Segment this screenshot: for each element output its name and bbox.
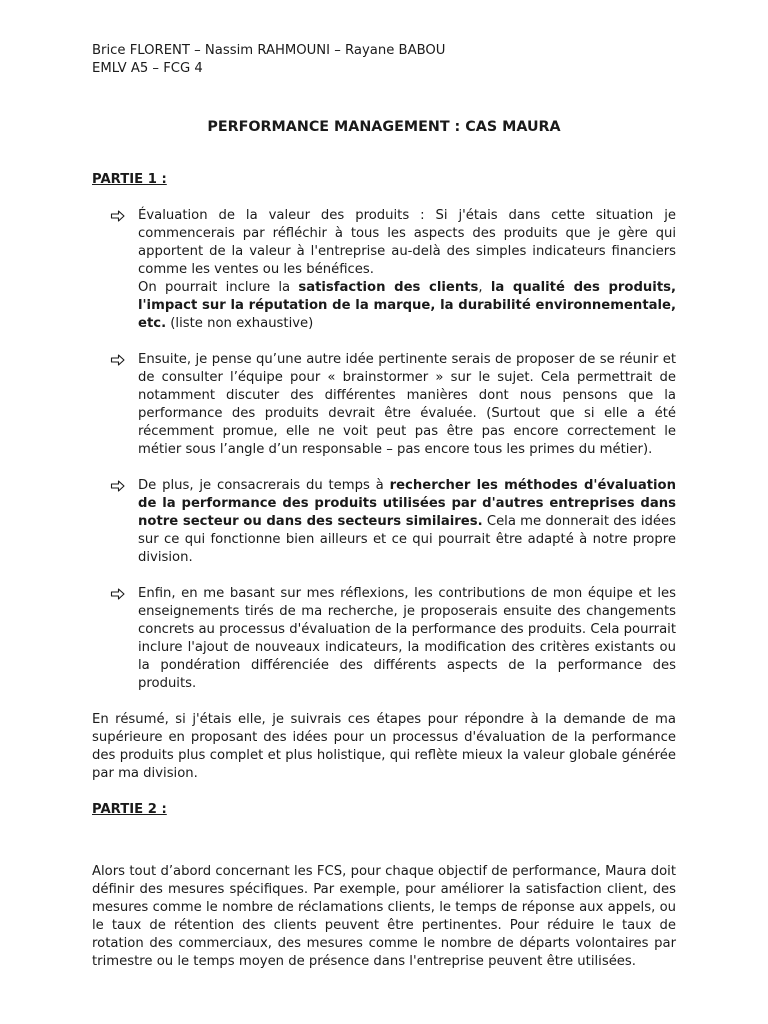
bullet-text-research [138,477,676,567]
document-title: PERFORMANCE MANAGEMENT : CAS MAURA [207,119,561,135]
right-arrow-outline-icon [110,477,126,495]
bullet-text-evaluation [138,207,676,333]
partie1-heading: PARTIE 1 : [92,172,167,187]
right-arrow-outline-icon [110,351,126,369]
bold-text: la qualité des produits, l'impact sur la réputation de la marque, la durabilité environnementale, etc. [138,280,676,331]
course-line: EMLV A5 – FCG 4 [92,60,203,76]
partie1-bullet-list [92,207,676,693]
text-run: , [478,280,491,295]
authors-line: Brice FLORENT – Nassim RAHMOUNI – Rayane BABOU [92,43,446,58]
bold-text: satisfaction des clients [298,280,479,295]
right-arrow-outline-icon [110,585,126,603]
bullet-text-brainstorm: Ensuite, je pense qu’une autre idée pertinente serais de proposer de se réunir et de consulter l’équipe pour « brainstormer » sur le sujet. Cela permettrait de notamment discuter des différentes manières dont nous pensons que la performance des produits devrait être évaluée. (Surtout que si elle a été récemment promue, elle ne voit peut pas être pas encore correctement le métier sous l’angle d’un responsable – pas encore tous les primes du métier). [138,352,676,457]
bullet-item-changes [92,585,676,693]
text-run: On pourrait inclure la [138,280,299,295]
summary-paragraph: En résumé, si j'étais elle, je suivrais ces étapes pour répondre à la demande de ma supérieure en proposant des idées pour un processus d'évaluation de la performance des produits plus complet et plus holistique, qui reflète mieux la valeur globale générée par ma division. [92,712,676,781]
bold-text: rechercher les méthodes d'évaluation de la performance des produits utilisées par d'autres entreprises dans notre secteur ou dans des secteurs similaires. [138,478,676,529]
bullet-item-brainstorm [92,351,676,459]
right-arrow-outline-icon [110,207,126,225]
bullet-paragraph: Évaluation de la valeur des produits : Si j'étais dans cette situation je commencerais par réfléchir à tous les aspects des produits que je gère qui apportent de la valeur à l'entreprise au-delà des simples indicateurs financiers comme les ventes ou les bénéfices. [138,208,676,277]
text-run: (liste non exhaustive) [166,316,314,331]
bullet-item-evaluation [92,207,676,333]
text-run: De plus, je consacrerais du temps à [138,478,390,493]
document-page [92,42,676,971]
text-run: Cela me donnerait des idées sur ce qui fonctionne bien ailleurs et ce qui pourrait être adapté à notre propre division. [138,514,676,565]
partie2-paragraph: Alors tout d’abord concernant les FCS, pour chaque objectif de performance, Maura doit définir des mesures spécifiques. Par exemple, pour améliorer la satisfaction client, des mesures comme le nombre de réclamations clients, le temps de réponse aux appels, ou le taux de rétention des clients peuvent être pertinentes. Pour réduire le taux de rotation des commerciaux, des mesures comme le nombre de départs volontaires par trimestre ou le temps moyen de présence dans l'entreprise peuvent être utilisées. [92,864,676,969]
partie2-heading: PARTIE 2 : [92,802,167,817]
bullet-paragraph [138,279,676,333]
bullet-item-research [92,477,676,567]
bullet-text-changes: Enfin, en me basant sur mes réflexions, les contributions de mon équipe et les enseignements tirés de ma recherche, je proposerais ensuite des changements concrets au processus d'évaluation de la performance des produits. Cela pourrait inclure l'ajout de nouveaux indicateurs, la modification des critères existants ou la pondération différenciée des différents aspects de la performance des produits. [138,586,676,691]
